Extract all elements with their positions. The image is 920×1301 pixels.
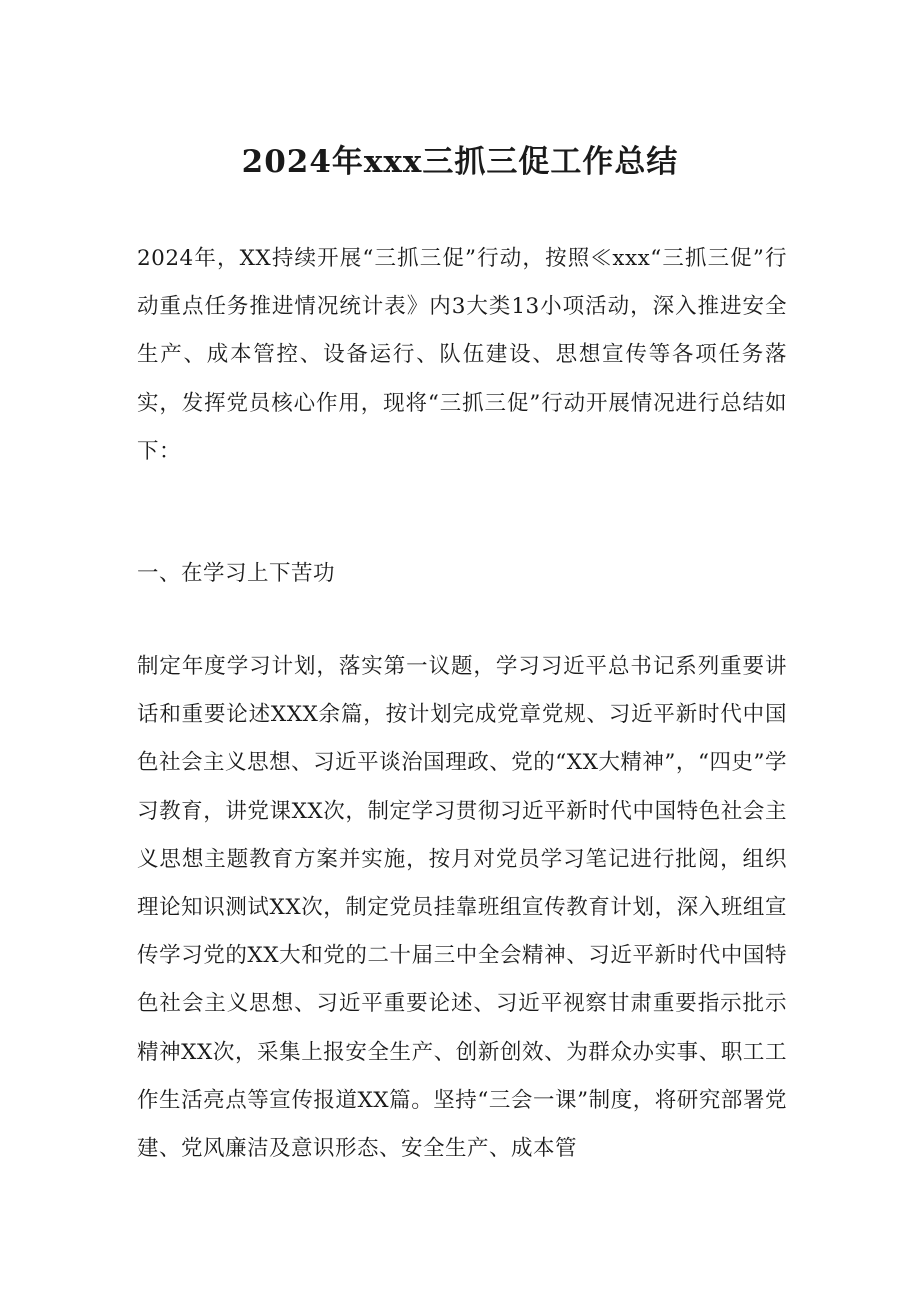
section-heading: 一、在学习上下苦功 (137, 561, 336, 586)
section-body-paragraph: 制定年度学习计划，落实第一议题，学习习近平总书记系列重要讲话和重要论述XXX余篇，按计划完成党章党规、习近平新时代中国色社会主义思想、习近平谈治国理政、党的“XX大精神”，“四史”学习教育，讲党课XX次，制定学习贯彻习近平新时代中国特色社会主义思想主题教育方案并实施，按月对党员学习笔记进行批阅，组织理论知识测试XX次，制定党员挂靠班组宣传教育计划，深入班组宣传学习党的XX大和党的二十届三中全会精神、习近平新时代中国特色社会主义思想、习近平重要论述、习近平视察甘肃重要指示批示精神XX次，采集上报安全生产、创新创效、为群众办实事、职工工作生活亮点等宣传报道XX篇。坚持“三会一课”制度，将研究部署党建、党风廉洁及意识形态、安全生产、成本管 (137, 654, 787, 1162)
document-title: 2024年xxx三抓三促工作总结 (241, 144, 679, 180)
intro-paragraph: 2024年，XX持续开展“三抓三促”行动，按照≪xxx“三抓三促”行动重点任务推进情况统计表》内3大类13小项活动，深入推进安全生产、成本管控、设备运行、队伍建设、思想宣传等各项任务落实，发挥党员核心作用，现将“三抓三促”行动开展情况进行总结如下： (137, 246, 787, 464)
